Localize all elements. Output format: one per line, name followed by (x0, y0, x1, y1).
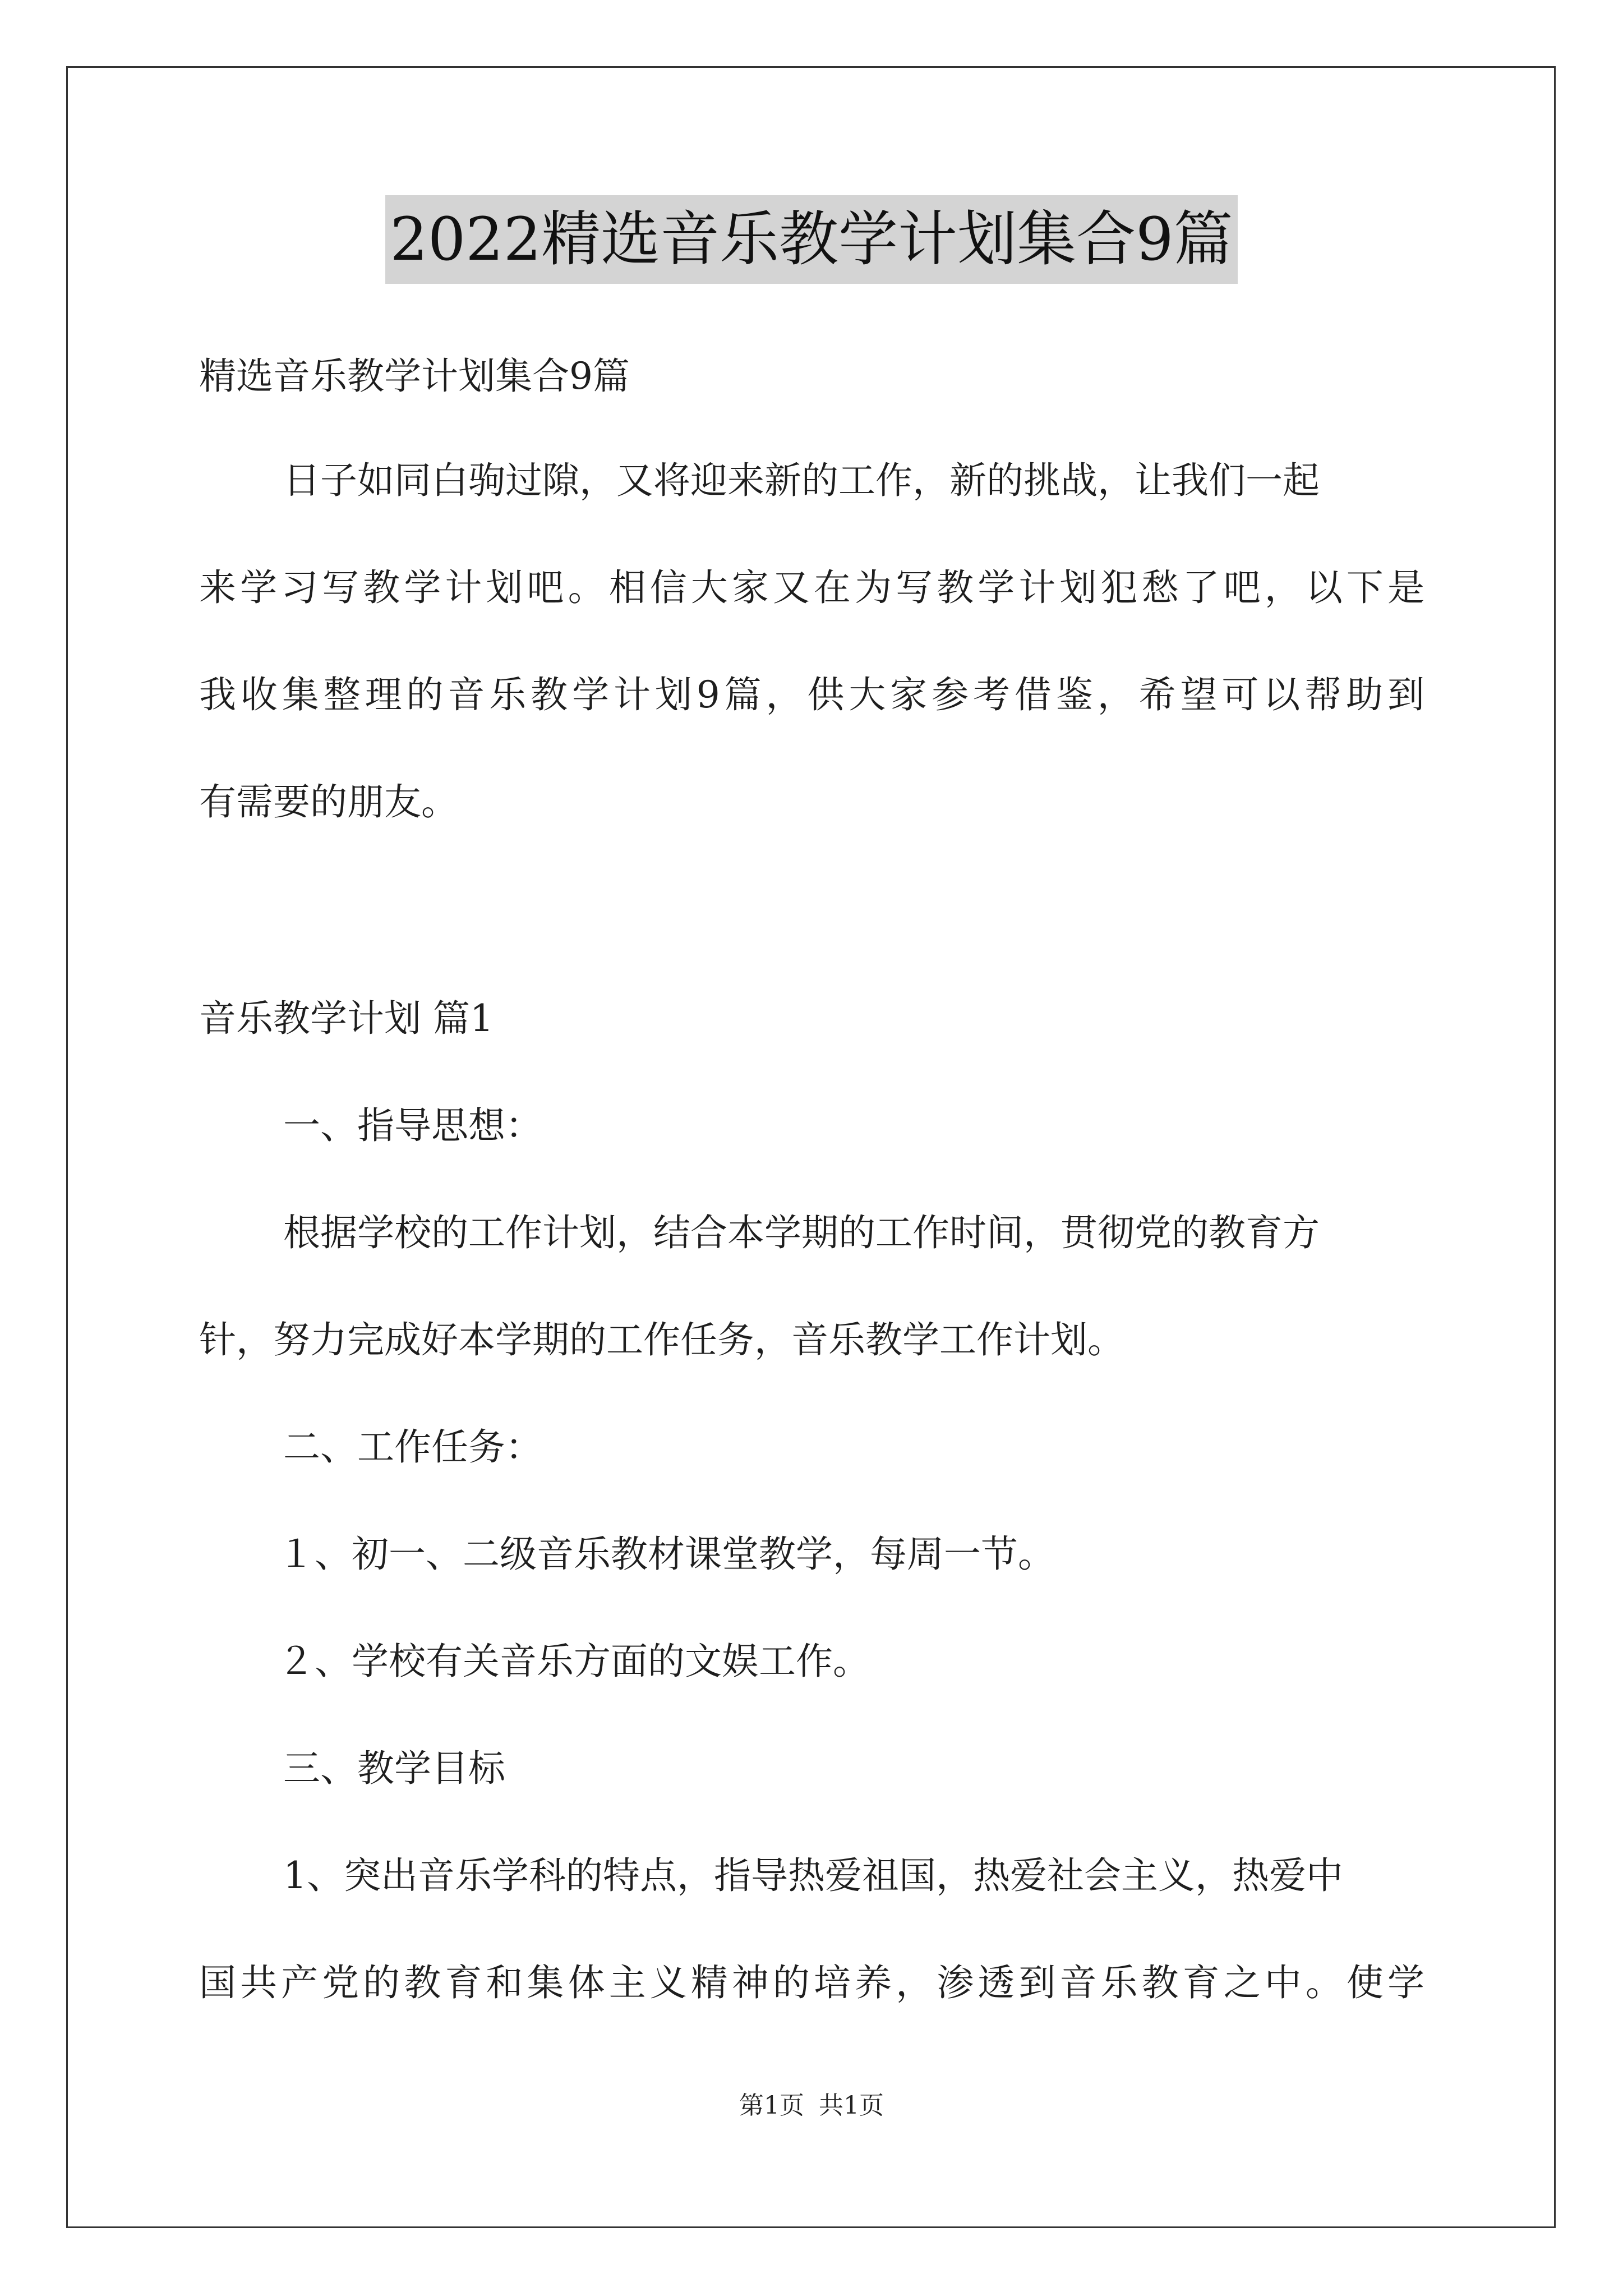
section-heading: 音乐教学计划 篇1 (199, 997, 494, 1040)
title-container (0, 195, 1623, 284)
intro-line-3: 我收集整理的音乐教学计划9篇，供大家参考借鉴，希望可以帮助到 (199, 673, 1424, 716)
item-2-point-1: １、初一、二级音乐教材课堂教学，每周一节。 (278, 1533, 1055, 1576)
item-3-line-1: 1、突出音乐学科的特点，指导热爱祖国，热爱社会主义，热爱中 (283, 1854, 1343, 1897)
item-3-heading: 三、教学目标 (283, 1747, 505, 1790)
item-3-line-2: 国共产党的教育和集体主义精神的培养，渗透到音乐教育之中。使学 (199, 1961, 1424, 2004)
document-title: 2022精选音乐教学计划集合9篇 (385, 195, 1237, 284)
item-1-line-2: 针，努力完成好本学期的工作任务，音乐教学工作计划。 (199, 1318, 1124, 1361)
item-1-heading: 一、指导思想： (283, 1104, 542, 1147)
intro-line-4: 有需要的朋友。 (199, 780, 458, 823)
page-number: 第1页 (739, 2091, 804, 2120)
item-2-heading: 二、工作任务： (283, 1425, 542, 1469)
intro-line-1: 日子如同白驹过隙，又将迎来新的工作，新的挑战，让我们一起 (283, 459, 1320, 502)
intro-line-2: 来学习写教学计划吧。相信大家又在为写教学计划犯愁了吧，以下是 (199, 566, 1424, 609)
document-subtitle: 精选音乐教学计划集合9篇 (199, 355, 630, 398)
item-2-point-2: ２、学校有关音乐方面的文娱工作。 (278, 1640, 870, 1683)
page-footer (0, 2089, 1623, 2123)
item-1-line-1: 根据学校的工作计划，结合本学期的工作时间，贯彻党的教育方 (283, 1211, 1320, 1254)
page-total: 共1页 (819, 2091, 884, 2120)
